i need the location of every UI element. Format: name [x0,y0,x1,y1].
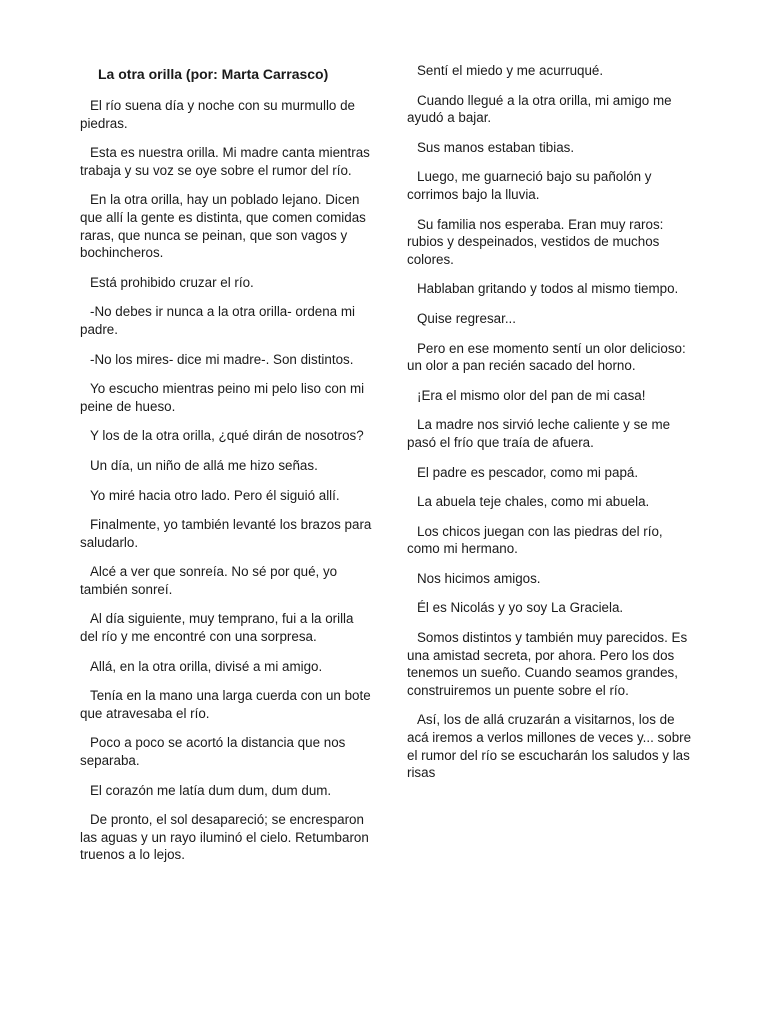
paragraph: El padre es pescador, como mi papá. [417,464,639,480]
paragraph: Allá, en la otra orilla, divisé a mi amigo. [90,658,323,674]
paragraph: Hablaban gritando y todos al mismo tiempo. [417,281,679,297]
paragraph: La abuela teje chales, como mi abuela. [417,494,650,510]
left-column [80,62,372,876]
paragraph: Nos hicimos amigos. [417,570,541,586]
paragraph: Pero en ese momento sentí un olor delicioso: un olor a pan recién sacado del horno. [407,340,686,374]
paragraph: Alcé a ver que sonreía. No sé por qué, yo también sonreí. [80,564,338,597]
paragraph: Al día siguiente, muy temprano, fui a la orilla del río y me encontré con una sorpresa. [80,611,354,645]
paragraph: Yo miré hacia otro lado. Pero él siguió allí. [90,487,340,503]
paragraph: Finalmente, yo también levanté los brazos para saludarlo. [80,517,372,550]
paragraph: El río suena día y noche con su murmullo de piedras. [80,98,355,131]
paragraph: ¡Era el mismo olor del pan de mi casa! [417,387,646,403]
paragraph: Somos distintos y también muy parecidos. Es una amistad secreta, por ahora. Pero los dos tenemos un sueño. Cuando seamos grandes, construiremos un puente sobre el río. [407,630,688,698]
paragraph: Luego, me guarneció bajo su pañolón y corrimos bajo la lluvia. [407,169,652,202]
paragraph: -No debes ir nunca a la otra orilla- ordena mi padre. [80,304,355,337]
paragraph: Los chicos juegan con las piedras del río, como mi hermano. [407,523,663,557]
paragraph: -No los mires- dice mi madre-. Son distintos. [90,351,354,367]
paragraph: Él es Nicolás y yo soy La Graciela. [417,600,624,616]
paragraph: Tenía en la mano una larga cuerda con un bote que atravesaba el río. [80,688,371,721]
paragraph: De pronto, el sol desapareció; se encresparon las aguas y un rayo iluminó el cielo. Retumbaron truenos a lo lejos. [80,812,369,863]
paragraph: Esta es nuestra orilla. Mi madre canta mientras trabaja y su voz se oye sobre el rumor del río. [80,145,370,178]
paragraph: Quise regresar... [417,310,516,326]
paragraph: Poco a poco se acortó la distancia que nos separaba. [80,735,346,769]
story-title: La otra orilla (por: Marta Carrasco) [98,66,329,82]
paragraph: Cuando llegué a la otra orilla, mi amigo me ayudó a bajar. [407,92,672,126]
paragraph: Su familia nos esperaba. Eran muy raros: rubios y despeinados, vestidos de muchos colores. [407,216,664,267]
paragraph: Sus manos estaban tibias. [417,139,575,155]
paragraph: Así, los de allá cruzarán a visitarnos, los de acá iremos a verlos millones de veces y... sobre el rumor del río se escucharán los saludos y las risas [407,712,692,781]
paragraph: Yo escucho mientras peino mi pelo liso con mi peine de hueso. [80,381,365,414]
paragraph: El corazón me latía dum dum, dum dum. [90,782,332,798]
paragraph: Sentí el miedo y me acurruqué. [417,63,604,78]
right-column [407,62,693,794]
paragraph: Y los de la otra orilla, ¿qué dirán de nosotros? [90,428,364,444]
paragraph: Está prohibido cruzar el río. [90,274,254,290]
paragraph: Un día, un niño de allá me hizo señas. [90,457,318,473]
paragraph: La madre nos sirvió leche caliente y se me pasó el frío que traía de afuera. [407,417,671,450]
paragraph: En la otra orilla, hay un poblado lejano. Dicen que allí la gente es distinta, que comen comidas raras, que nunca se peinan, que son vagos y bochincheros. [80,192,366,261]
